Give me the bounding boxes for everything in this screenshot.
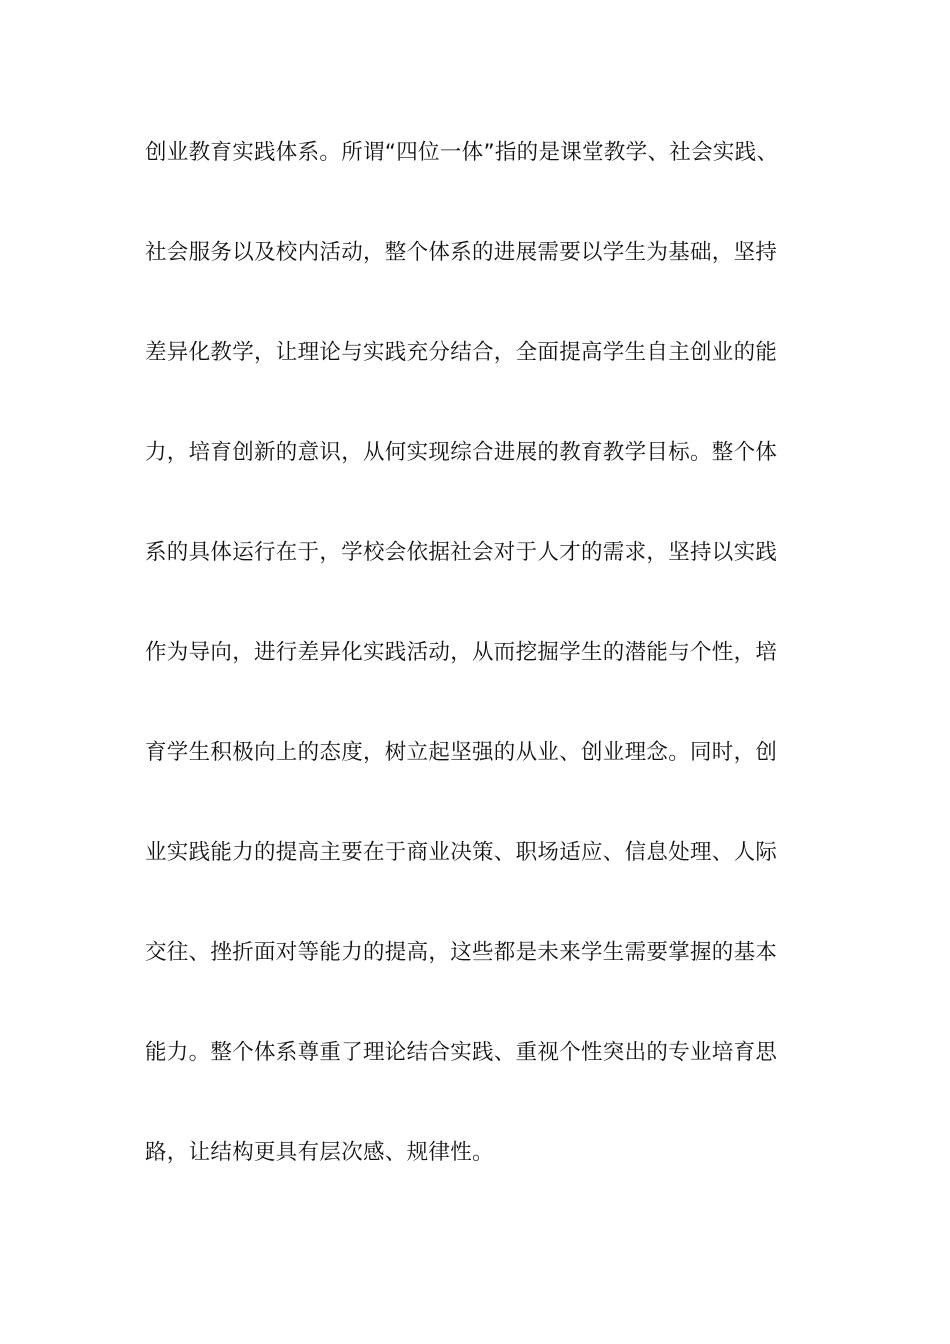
text-line-3: 差异化教学，让理论与实践充分结合，全面提高学生自主创业的能: [145, 340, 778, 365]
text-line-1: 创业教育实践体系。所谓“四位一体”指的是课堂教学、社会实践、: [145, 140, 779, 165]
text-line-9: 交往、挫折面对等能力的提高，这些都是未来学生需要掌握的基本: [145, 940, 778, 965]
text-line-5: 系的具体运行在于，学校会依据社会对于人才的需求，坚持以实践: [145, 540, 778, 565]
text-line-8: 业实践能力的提高主要在于商业决策、职场适应、信息处理、人际: [145, 840, 778, 865]
text-line-6: 作为导向，进行差异化实践活动，从而挖掘学生的潜能与个性，培: [145, 640, 778, 665]
body-paragraph: [145, 127, 845, 1227]
text-line-10: 能力。整个体系尊重了理论结合实践、重视个性突出的专业培育思: [145, 1040, 778, 1065]
text-line-11: 路，让结构更具有层次感、规律性。: [145, 1140, 494, 1165]
text-line-2: 社会服务以及校内活动，整个体系的进展需要以学生为基础，坚持: [145, 240, 778, 265]
text-line-7: 育学生积极向上的态度，树立起坚强的从业、创业理念。同时，创: [145, 740, 778, 765]
text-line-4: 力，培育创新的意识，从何实现综合进展的教育教学目标。整个体: [145, 440, 778, 465]
